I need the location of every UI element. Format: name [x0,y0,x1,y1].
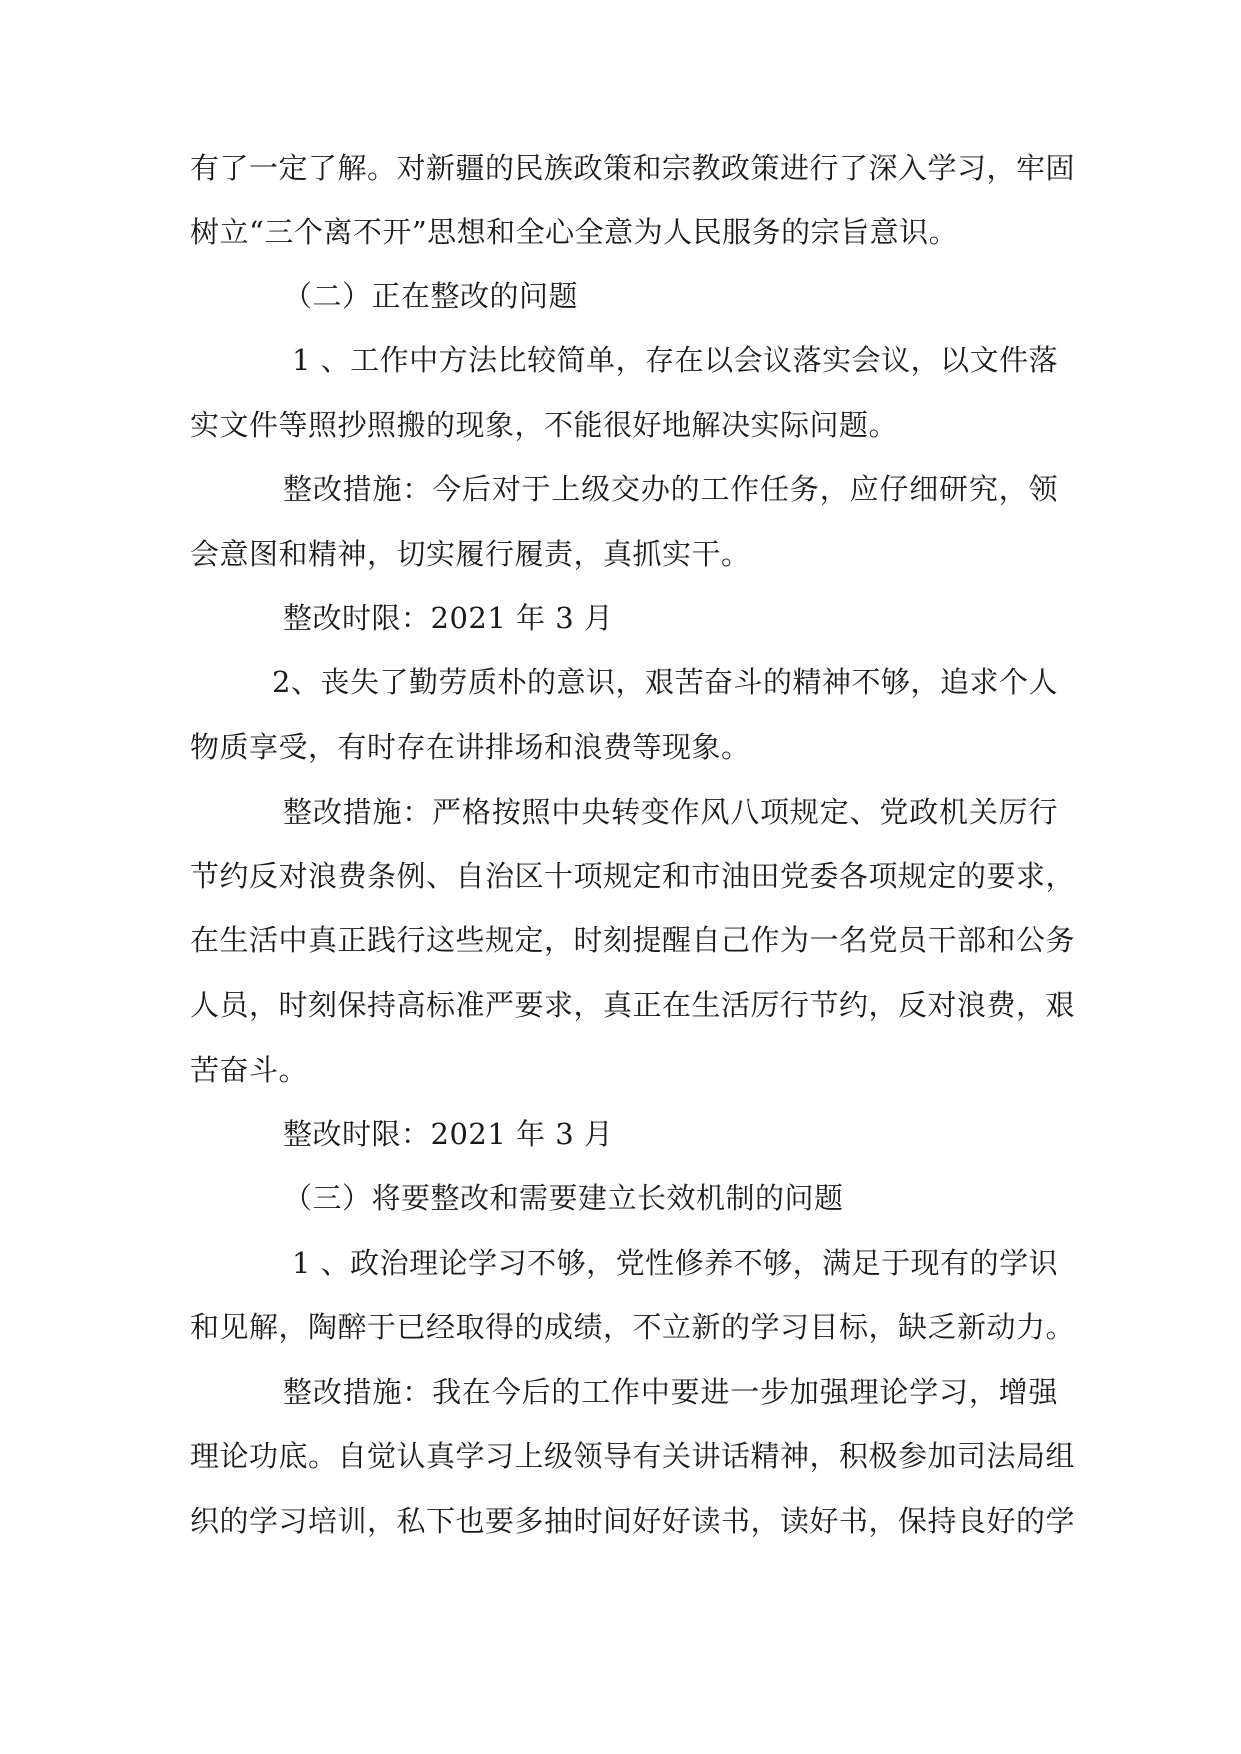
text-line: 整改措施：今后对于上级交办的工作任务，应仔细研究，领 [283,472,1058,506]
text-line: 理论功底。自觉认真学习上级领导有关讲话精神，积极参加司法局组 [190,1439,1076,1473]
text-line: 节约反对浪费条例、自治区十项规定和市油田党委各项规定的要求， [190,859,1076,893]
text-line: 实文件等照抄照搬的现象，不能很好地解决实际问题。 [190,408,899,442]
text-line: 1 、政治理论学习不够，党性修养不够，满足于现有的学识 [292,1246,1059,1280]
section-heading: （二）正在整改的问题 [283,279,579,313]
text-line: 在生活中真正践行这些规定，时刻提醒自己作为一名党员干部和公务 [190,923,1076,957]
deadline-line: 整改时限：2021 年 3 月 [283,601,614,635]
text-line: 和见解，陶醉于已经取得的成绩，不立新的学习目标，缺乏新动力。 [190,1310,1076,1344]
text-line: 整改措施：严格按照中央转变作风八项规定、党政机关厉行 [283,795,1058,829]
text-line: 有了一定了解。对新疆的民族政策和宗教政策进行了深入学习，牢固 [190,151,1076,185]
text-line: 物质享受，有时存在讲排场和浪费等现象。 [190,730,751,764]
text-line: 织的学习培训，私下也要多抽时间好好读书，读好书，保持良好的学 [190,1504,1076,1538]
section-heading: （三）将要整改和需要建立长效机制的问题 [283,1181,844,1215]
text-line: 人员，时刻保持高标准严要求，真正在生活厉行节约，反对浪费，艰 [190,988,1076,1022]
text-line: 树立“三个离不开”思想和全心全意为人民服务的宗旨意识。 [190,215,959,249]
text-line: 2、丧失了勤劳质朴的意识，艰苦奋斗的精神不够，追求个人 [272,665,1058,699]
text-line: 1 、工作中方法比较简单，存在以会议落实会议，以文件落 [292,343,1059,377]
deadline-line: 整改时限：2021 年 3 月 [283,1117,614,1151]
text-line: 苦奋斗。 [190,1053,309,1087]
text-line: 整改措施：我在今后的工作中要进一步加强理论学习，增强 [283,1375,1058,1409]
text-line: 会意图和精神，切实履行履责，真抓实干。 [190,537,751,571]
